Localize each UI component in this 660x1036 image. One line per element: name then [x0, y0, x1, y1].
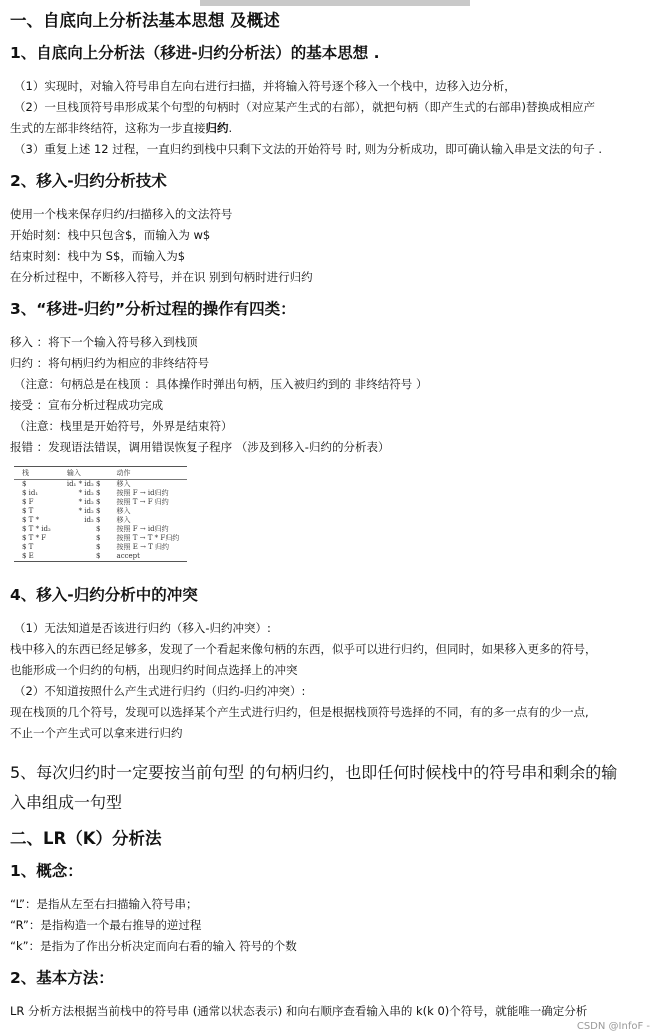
csdn-watermark: CSDN @InfoF - — [576, 1021, 650, 1032]
op-reduce: 归约 ：将句柄归约为相应的非终结符号 — [10, 356, 210, 370]
conflict-2-desc-a: 现在栈顶的几个符号，发现可以选择某个产生式进行归约，但是根据栈顶符号选择的不同，有的多一点有的少一点, — [10, 705, 589, 719]
heading-1-3: 3、“移进-归约”分析过程的操作有四类： — [10, 300, 296, 318]
shift-reduce-trace-table — [14, 466, 187, 562]
line-1-2-b: 开始时刻：栈中只包含$，而输入为 w$ — [10, 228, 211, 242]
op-error: 报错 ：发现语法错误，调用错误恢复子程序 （涉及到移入-归约的分析表） — [10, 440, 390, 454]
concept-L: “L”：是指从左至右扫描输入符号串； — [10, 897, 198, 911]
table-row: $ T $ 按照 E → T 归约 — [22, 543, 170, 551]
concept-k: “k”：是指为了作出分析决定而向右看的输入 符号的个数 — [10, 939, 297, 953]
concept-R: “R”：是指构造一个最右推导的逆过程 — [10, 918, 202, 932]
col-header-action: 动作 — [109, 467, 188, 480]
table-row: $ T * id₂ $ 移入 — [22, 516, 131, 524]
bold-term-reduce: 归约 — [205, 121, 229, 135]
para-1-2a: （2）一旦栈顶符号串形成某个句型的句柄时（对应某产生式的右部），就把句柄（即产生式的右部串)替换成相应产 — [14, 100, 596, 114]
conflict-1: （1）无法知道是否该进行归约（移入-归约冲突）: — [14, 621, 271, 635]
heading-1-4: 4、移入-归约分析中的冲突 — [10, 586, 198, 604]
document-page — [10, 6, 650, 1022]
para-1-3: （3）重复上述 12 过程，一直归约到栈中只剩下文法的开始符号 时, 则为分析成功，即可确认输入串是文法的句子 . — [14, 142, 603, 156]
heading-1-2: 2、移入-归约分析技术 — [10, 172, 167, 190]
op-reduce-note: （注意：句柄总是在栈顶 ：具体操作时弹出句柄，压入被归约到的 非终结符号 ） — [14, 377, 428, 391]
heading-2-1: 1、概念： — [10, 862, 83, 880]
line-1-2-a: 使用一个栈来保存归约/扫描移入的文法符号 — [10, 207, 233, 221]
col-header-stack: 栈 — [14, 467, 59, 480]
heading-2-2: 2、基本方法： — [10, 969, 114, 987]
conflict-1-desc-b: 也能形成一个归约的句柄，出现归约时间点选择上的冲突 — [10, 663, 298, 677]
heading-1-5: 5、每次归约时一定要按当前句型 的句柄归约，也即任何时候栈中的符号串和剩余的输 入串组成一句型 — [10, 763, 618, 812]
op-accept-note: （注意：栈里是开始符号，外界是结束符） — [14, 419, 233, 433]
heading-1-1: 1、自底向上分析法（移进-归约分析法）的基本思想 . — [10, 44, 380, 62]
conflict-2: （2）不知道按照什么产生式进行归约（归约-归约冲突）: — [14, 684, 306, 698]
table-row: $ T * id₂ $ 移入 — [22, 507, 131, 515]
section-2-title: 二、LR（K）分析法 — [10, 829, 162, 848]
table-row: $ id₁ * id₂ $ 按照 F → id归约 — [22, 489, 169, 497]
para-1-2b: 生式的左部非终结符，这称为一步直接归约. — [10, 121, 233, 135]
table-row: $ F * id₂ $ 按照 T → F 归约 — [22, 498, 169, 506]
line-1-2-c: 结束时刻：栈中为 S$，而输入为$ — [10, 249, 186, 263]
col-header-input: 输入 — [59, 467, 109, 480]
table-row: $ E $ accept — [22, 552, 140, 560]
conflict-2-desc-b: 不止一个产生式可以拿来进行归约 — [10, 726, 183, 740]
line-1-2-d: 在分析过程中，不断移入符号，并在识 别到句柄时进行归约 — [10, 270, 313, 284]
conflict-1-desc-a: 栈中移入的东西已经足够多，发现了一个看起来像句柄的东西，似乎可以进行归约，但同时，如果移入更多的符号， — [10, 642, 597, 656]
op-accept: 接受 ：宣布分析过程成功完成 — [10, 398, 164, 412]
table-row: $ id₁ * id₂ $ 移入 — [22, 480, 131, 488]
table-row: $ T * id₂ $ 按照 F → id归约 — [22, 525, 169, 533]
table-row: $ T * F $ 按照 T → T * F归约 — [22, 534, 180, 542]
method-desc: LR 分析方法根据当前栈中的符号串 (通常以状态表示) 和向右顺序查看输入串的 k(k 0)个符号，就能唯一确定分析 — [10, 1004, 588, 1018]
section-1-title: 一、自底向上分析法基本思想 及概述 — [10, 11, 280, 30]
para-1-1: （1）实现时，对输入符号串自左向右进行扫描，并将输入符号逐个移入一个栈中，边移入边分析， — [14, 79, 516, 93]
op-shift: 移入 ：将下一个输入符号移入到栈顶 — [10, 335, 198, 349]
